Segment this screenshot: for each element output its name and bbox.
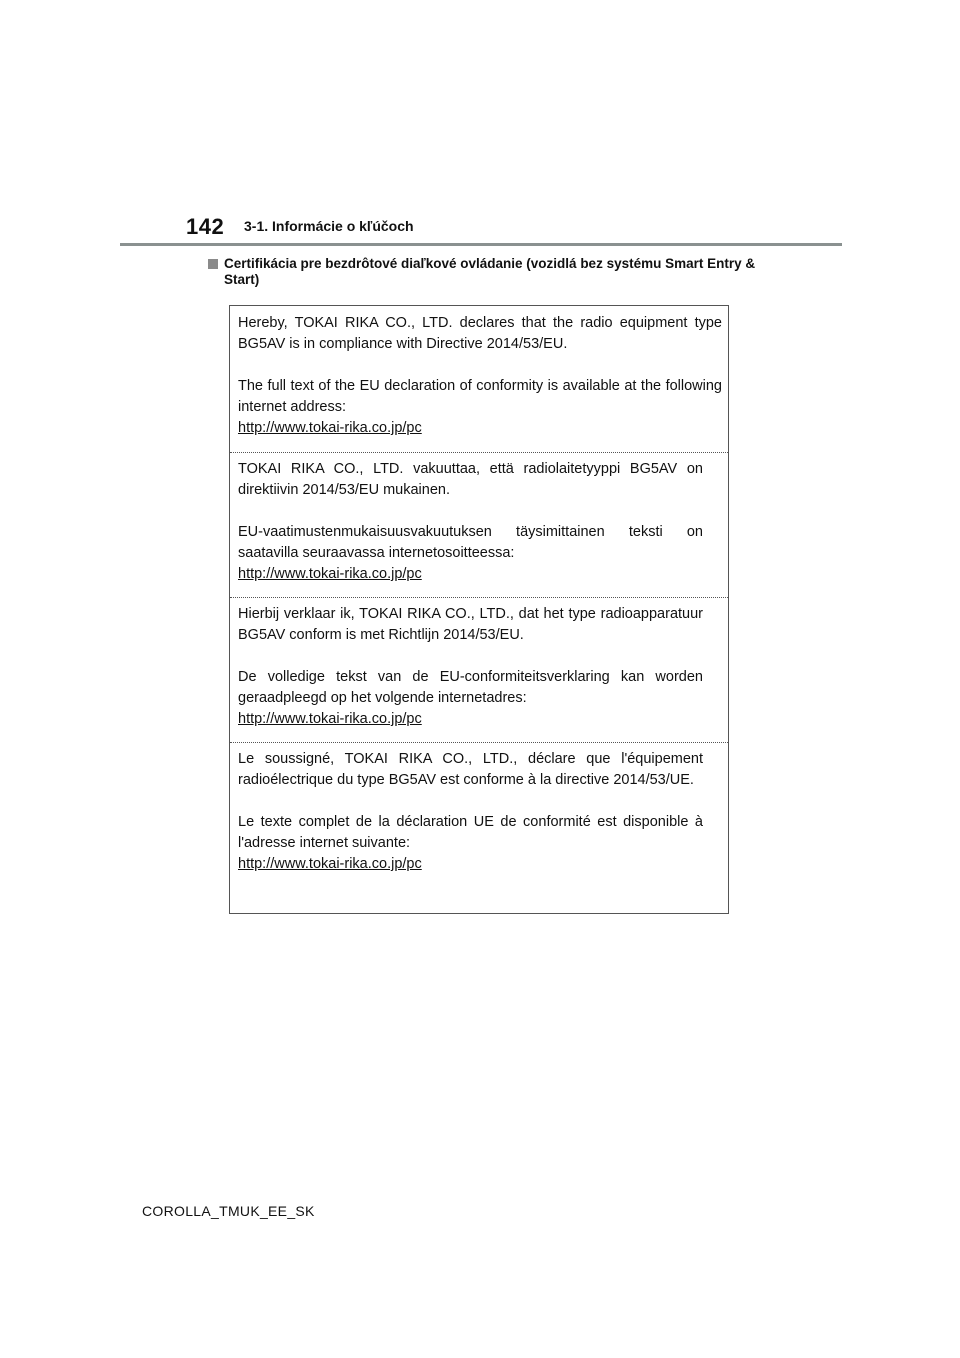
declaration-url-link[interactable]: http://www.tokai-rika.co.jp/pc	[238, 856, 422, 872]
declaration-french	[230, 749, 728, 875]
chapter-title: 3-1. Informácie o kľúčoch	[244, 218, 414, 234]
declaration-url-link[interactable]: http://www.tokai-rika.co.jp/pc	[238, 420, 422, 436]
declaration-availability-text: The full text of the EU declaration of conformity is available at the following internet address:	[238, 378, 722, 415]
certification-box	[229, 305, 729, 914]
square-bullet-icon	[208, 259, 218, 269]
declaration-availability	[238, 812, 703, 875]
declaration-statement: Hereby, TOKAI RIKA CO., LTD. declares that the radio equipment type BG5AV is in compliance with Directive 2014/53/EU.	[238, 315, 722, 352]
dotted-divider	[230, 452, 728, 453]
document-code: COROLLA_TMUK_EE_SK	[142, 1203, 315, 1219]
page-number: 142	[186, 214, 225, 239]
declaration-finnish	[230, 459, 728, 585]
declaration-url-link[interactable]: http://www.tokai-rika.co.jp/pc	[238, 711, 422, 727]
declaration-availability-text: EU-vaatimustenmukaisuusvakuutuksen täysimittainen teksti on saatavilla seuraavassa internetosoitteessa:	[238, 524, 703, 561]
dotted-divider	[230, 597, 728, 598]
declaration-statement: TOKAI RIKA CO., LTD. vakuuttaa, että radiolaitetyyppi BG5AV on direktiivin 2014/53/EU mukainen.	[238, 461, 703, 498]
dotted-divider	[230, 742, 728, 743]
declaration-dutch	[230, 604, 728, 730]
section-heading-text: Certifikácia pre bezdrôtové diaľkové ovládanie (vozidlá bez systému Smart Entry & Start)	[224, 256, 756, 287]
declaration-availability-text: Le texte complet de la déclaration UE de conformité est disponible à l'adresse internet suivante:	[238, 814, 703, 851]
declaration-english	[230, 313, 728, 439]
declaration-availability-text: De volledige tekst van de EU-conformiteitsverklaring kan worden geraadpleegd op het volgende internetadres:	[238, 669, 703, 706]
declaration-url-link[interactable]: http://www.tokai-rika.co.jp/pc	[238, 566, 422, 582]
declaration-availability	[238, 667, 703, 730]
declaration-statement: Le soussigné, TOKAI RIKA CO., LTD., déclare que l'équipement radioélectrique du type BG5AV est conforme à la directive 2014/53/UE.	[238, 751, 703, 788]
section-heading	[208, 256, 768, 288]
declaration-statement: Hierbij verklaar ik, TOKAI RIKA CO., LTD., dat het type radioapparatuur BG5AV conform is met Richtlijn 2014/53/EU.	[238, 606, 703, 643]
declaration-availability	[238, 522, 703, 585]
header-rule	[120, 243, 842, 246]
declaration-availability	[238, 376, 722, 439]
